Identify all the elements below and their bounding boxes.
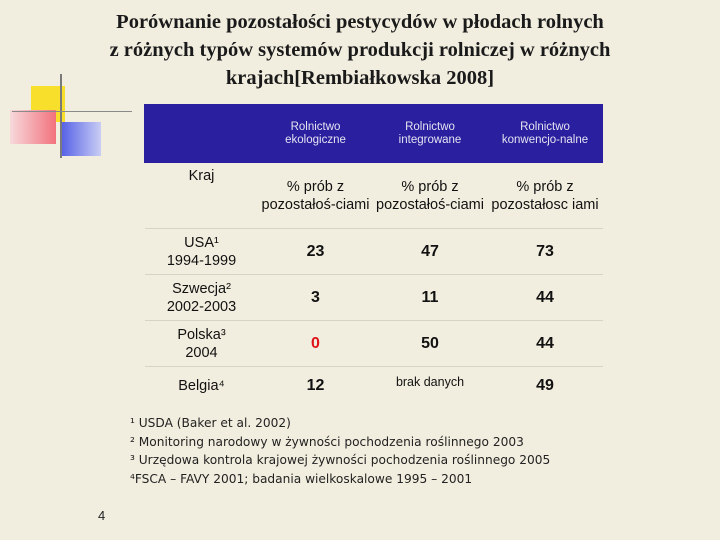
country-cell	[145, 321, 259, 367]
value-cell: 73	[488, 229, 603, 275]
value-cell: 3	[259, 275, 373, 321]
pesticide-table	[144, 104, 603, 405]
value-cell: 47	[373, 229, 488, 275]
value-cell: 50	[373, 321, 488, 367]
value-cell: 44	[488, 321, 603, 367]
table-row	[145, 275, 603, 321]
footnote: ² Monitoring narodowy w żywności pochodzenia roślinnego 2003	[130, 434, 524, 449]
slide-title	[20, 8, 700, 92]
country-period: 2004	[185, 344, 218, 361]
country-column-label: Kraj	[145, 163, 259, 229]
country-period: 2002-2003	[166, 298, 237, 315]
country-name: Szwecja²	[172, 280, 231, 297]
value-cell: 44	[488, 275, 603, 321]
value-cell: 0	[259, 321, 373, 367]
deco-blue-square	[61, 122, 101, 156]
footnote: ¹ USDA (Baker et al. 2002)	[130, 416, 291, 430]
unit-cell: % prób z pozostałoś-ciami	[259, 163, 373, 229]
table-row	[145, 229, 603, 275]
header-organic: Rolnictwo ekologiczne	[259, 105, 373, 163]
header-conventional: Rolnictwo konwencjo-nalne	[488, 105, 603, 163]
title-line: Porównanie pozostałości pestycydów w płodach rolnych	[116, 11, 604, 33]
title-line: z różnych typów systemów produkcji rolniczej w różnych	[109, 39, 611, 61]
title-line: krajach[Rembiałkowska 2008]	[225, 67, 495, 89]
country-cell	[145, 229, 259, 275]
deco-red-square	[10, 110, 56, 144]
country-cell	[145, 367, 259, 405]
footnote: ³ Urzędowa kontrola krajowej żywności pochodzenia roślinnego 2005	[130, 453, 551, 468]
header-integrated: Rolnictwo integrowane	[373, 105, 488, 163]
footnote: ⁴FSCA – FAVY 2001; badania wielkoskalowe 1995 – 2001	[130, 471, 473, 486]
country-cell	[145, 275, 259, 321]
table-unit-row	[145, 163, 603, 229]
value-cell: 23	[259, 229, 373, 275]
unit-cell: % prób z pozostałoś-ciami	[373, 163, 488, 229]
country-name: Polska³	[177, 326, 226, 343]
deco-horizontal-line	[12, 111, 132, 112]
value-cell: 12	[259, 367, 373, 405]
value-cell: 11	[373, 275, 488, 321]
unit-cell: % prób z pozostałosc iami	[488, 163, 603, 229]
page-number: 4	[98, 508, 106, 523]
table-header-row	[145, 105, 603, 163]
deco-vertical-line	[60, 74, 62, 158]
value-cell: brak danych	[373, 367, 488, 405]
table-row	[145, 321, 603, 367]
value-cell: 49	[488, 367, 603, 405]
country-period: 1994-1999	[166, 252, 237, 269]
table-row	[145, 367, 603, 405]
country-name: Belgia⁴	[178, 377, 225, 394]
footnotes	[130, 414, 690, 488]
country-name: USA¹	[184, 234, 219, 251]
table-header-empty	[145, 105, 259, 163]
